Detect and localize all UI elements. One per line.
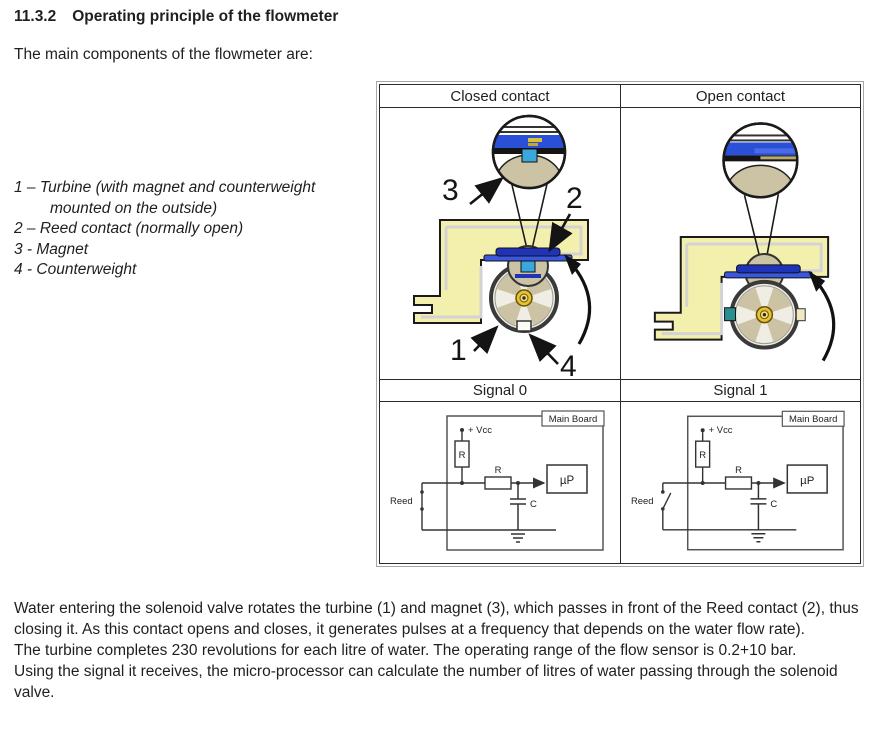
circuit-signal-1 [620,401,860,563]
paragraph: Using the signal it receives, the micro-processor can calculate the number of litres of water passing through the solenoid valve. [14,663,838,701]
circuit-signal-0 [380,401,620,563]
paragraph: Water entering the solenoid valve rotates the turbine (1) and magnet (3), which passes in front of the Reed contact (2), thus closing it. As this contact opens and closes, it generates pulses at a frequency that depends on the water flow rate). [14,600,859,638]
column-header-open-contact: Open contact [620,85,860,107]
section-heading [14,8,338,26]
counterweight [517,321,531,331]
pullup-resistor-label: R [458,449,466,461]
pullup-resistor-label: R [699,449,707,461]
paragraph: The turbine completes 230 revolutions for each litre of water. The operating range of the flow sensor is 0.2+10 bar. [14,642,797,659]
circuit-drawing-open [621,403,860,563]
body-text [14,598,868,703]
section-title: Operating principle of the flowmeter [72,8,339,25]
magnifier-bubble [723,123,799,219]
reed-switch-closed [390,483,424,530]
signal-header-0: Signal 0 [380,379,620,401]
magnet [521,261,535,272]
callout-turbine: 1 [450,333,467,367]
main-board-label: Main Board [789,413,838,425]
capacitor-label: C [770,498,778,510]
rotation-arrow [808,270,833,360]
column-header-closed-contact: Closed contact [450,87,550,105]
intro-text: The main components of the flowmeter are: [14,46,313,63]
series-resistor-label: R [494,464,502,476]
legend-item: 1 – Turbine (with magnet and counterweight [14,179,316,196]
reed-label: Reed [630,495,654,507]
vcc-label: + Vcc [708,424,733,436]
section-number: 11.3.2 [14,8,57,25]
series-resistor-label: R [735,464,742,476]
microprocessor-label: µP [800,474,815,487]
diagram-open-contact [620,107,860,379]
signal-header-1: Signal 1 [620,379,860,401]
reed-switch-open [631,483,671,530]
capacitor [750,483,777,530]
series-resistor [726,477,752,489]
capacitor-label: C [530,498,537,510]
reed-label: Reed [390,495,413,507]
series-resistor [485,477,511,489]
legend-item-continued: mounted on the outside) [50,199,218,217]
legend-item: 4 - Counterweight [14,261,137,278]
ground-symbol [511,534,525,542]
turbine [725,281,806,347]
rotation-arrow [564,254,590,344]
capacitor [510,483,537,530]
magnet [725,307,736,320]
vcc-label: + Vcc [468,424,493,436]
legend-item: 2 – Reed contact (normally open) [14,220,244,237]
ground-symbol [751,533,765,541]
counterweight [796,308,805,320]
closed-contact-drawing [380,108,620,380]
open-contact-drawing [621,108,860,380]
component-legend [14,178,315,281]
legend-item: 3 - Magnet [14,240,89,258]
magnet-in-bubble [522,149,537,162]
flowmeter-figure [376,81,864,567]
diagram-closed-contact [380,107,620,379]
reed-contact [725,264,813,277]
microprocessor-label: µP [559,474,575,487]
circuit-drawing-closed [380,403,620,563]
callout-counterweight: 4 [560,349,577,379]
callout-reed: 2 [566,181,583,215]
callout-magnet: 3 [442,173,459,207]
magnifier-bubble [492,116,568,209]
main-board-label: Main Board [548,413,598,425]
